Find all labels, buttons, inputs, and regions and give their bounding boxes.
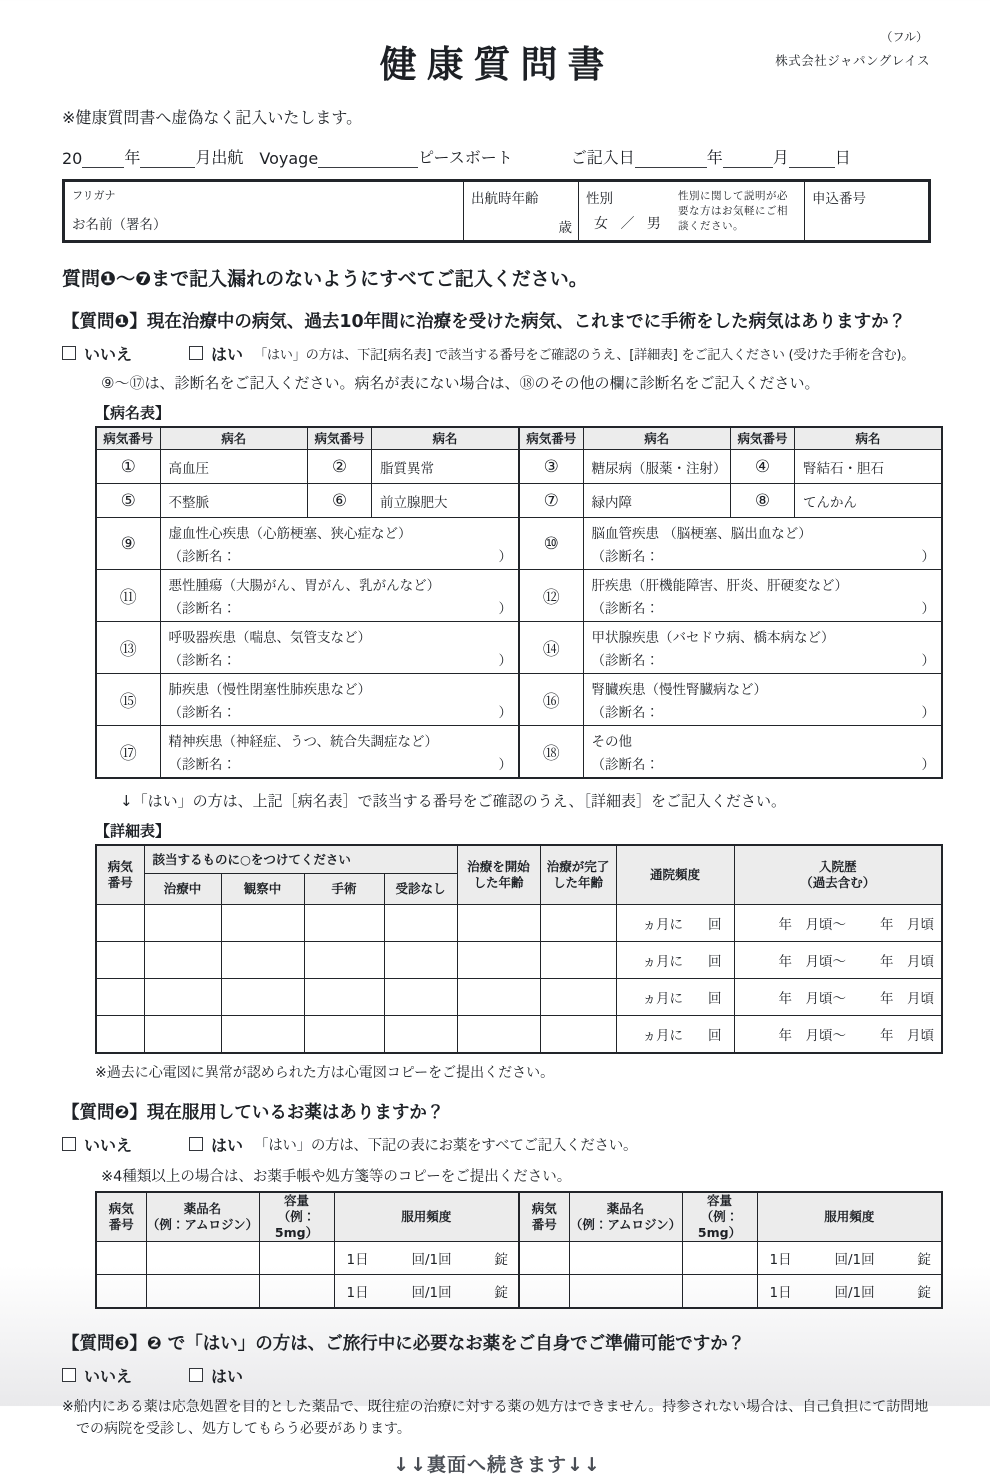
- sex-note: 性別に関して説明が必要な方はお気軽にご相談ください。: [678, 190, 788, 233]
- diagnosis-close: ）: [921, 757, 935, 774]
- q3-yes-checkbox[interactable]: [189, 1368, 203, 1382]
- med-no-cell[interactable]: [96, 1242, 146, 1275]
- col-disease-no: 病気番号: [731, 427, 795, 450]
- detail-row: [96, 942, 942, 979]
- med-frequency-cell[interactable]: 1日 回/1回 錠: [334, 1242, 519, 1275]
- diagnosis-open: （診断名：: [591, 705, 659, 722]
- detail-frequency-cell[interactable]: ヵ月に 回: [616, 942, 734, 979]
- diagnosis-open: （診断名：: [591, 653, 659, 670]
- detail-hospitalization-cell[interactable]: 年 月頃～ 年 月頃: [734, 942, 942, 979]
- q1-sub-note: ⑨〜⑰は、診断名をご記入ください。病名が表にない場合は、⑱のその他の欄に診断名をご記入ください。: [101, 373, 820, 392]
- disease-name: 高血圧: [160, 450, 308, 484]
- voyage-year-blank[interactable]: [82, 149, 124, 168]
- voyage-label: Voyage: [259, 149, 319, 168]
- application-number-cell[interactable]: [805, 181, 930, 242]
- disease-row: [96, 518, 942, 570]
- col-med-disease-no: 病気 番号: [519, 1192, 569, 1242]
- detail-surgery-cell[interactable]: [304, 1016, 384, 1053]
- detail-no-consult-cell[interactable]: [384, 942, 457, 979]
- age-label: 出航時年齢: [471, 191, 539, 207]
- col-med-disease-no: 病気 番号: [96, 1192, 146, 1242]
- medication-table: [95, 1191, 943, 1309]
- med-name-cell[interactable]: [569, 1275, 682, 1308]
- disease-table-label: 【病名表】: [95, 403, 171, 422]
- page-title: 健康質問書: [379, 43, 615, 86]
- disease-name: てんかん: [795, 484, 943, 518]
- disease-name: 腎結石・胆石: [795, 450, 943, 484]
- question2-answer-row: [62, 1133, 932, 1156]
- diagnosis-open: （診断名：: [168, 601, 236, 618]
- col-med-name: 薬品名 （例：アムロジン）: [146, 1192, 259, 1242]
- diagnosis-close: ）: [498, 653, 512, 670]
- disease-diagnosis-cell[interactable]: [160, 570, 519, 622]
- fill-year-label: 年: [706, 148, 723, 167]
- col-disease-no: 病気番号: [308, 427, 372, 450]
- detail-in-treatment-cell[interactable]: [144, 979, 221, 1016]
- detail-start-age-cell[interactable]: [457, 942, 540, 979]
- question3-answer-row: [62, 1364, 932, 1387]
- disease-row: [96, 570, 942, 622]
- detail-surgery-cell[interactable]: [304, 942, 384, 979]
- name-label: お名前（署名）: [72, 217, 167, 233]
- col-hospitalization: 入院歴 （過去含む）: [734, 845, 942, 905]
- fill-day-blank[interactable]: [789, 149, 835, 168]
- detail-frequency-cell[interactable]: ヵ月に 回: [616, 1016, 734, 1053]
- disease-name: 肺疾患（慢性閉塞性肺疾患など）: [168, 682, 371, 699]
- pledge-text: ※健康質問書へ虚偽なく記入いたします。: [62, 108, 363, 127]
- diagnosis-close: ）: [498, 705, 512, 722]
- col-disease-name: 病名: [372, 427, 520, 450]
- disease-diagnosis-cell[interactable]: [160, 622, 519, 674]
- detail-table: [95, 844, 943, 1054]
- med-name-cell[interactable]: [146, 1242, 259, 1275]
- applicant-info-table: [62, 179, 931, 243]
- disease-name: 腎臓疾患（慢性腎臓病など）: [591, 682, 767, 699]
- col-med-frequency: 服用頻度: [757, 1192, 942, 1242]
- disease-number: ⑮: [96, 674, 160, 726]
- q2-yes-note: 「はい」の方は、下記の表にお薬をすべてご記入ください。: [254, 1137, 638, 1154]
- disease-row: [96, 726, 942, 778]
- col-med-volume: 容量 （例：5mg）: [682, 1192, 757, 1242]
- detail-start-age-cell[interactable]: [457, 905, 540, 942]
- continue-on-back-note: ↓↓裏面へ続きます↓↓: [393, 1453, 601, 1476]
- name-cell[interactable]: [64, 181, 464, 242]
- disease-name: 脂質異常: [372, 450, 520, 484]
- col-disease-name: 病名: [160, 427, 308, 450]
- sex-label: 性別: [586, 191, 613, 207]
- detail-row: [96, 905, 942, 942]
- detail-no-cell[interactable]: [96, 942, 144, 979]
- fill-all-instruction: 質問❶〜❼まで記入漏れのないようにすべてご記入ください。: [62, 267, 588, 290]
- disease-number: ③: [519, 450, 583, 484]
- detail-start-age-cell[interactable]: [457, 979, 540, 1016]
- disease-number: ⑰: [96, 726, 160, 778]
- detail-frequency-cell[interactable]: ヵ月に 回: [616, 905, 734, 942]
- diagnosis-close: ）: [498, 549, 512, 566]
- company-name: 株式会社ジャパングレイス: [775, 53, 930, 68]
- col-med-volume: 容量 （例：5mg）: [259, 1192, 334, 1242]
- col-disease-no: 病気番号: [96, 427, 160, 450]
- voyage-line: [62, 145, 932, 168]
- q1-arrow-note: ↓「はい」の方は、上記［病名表］で該当する番号をご確認のうえ、［詳細表］をご記入ください。: [120, 791, 786, 810]
- sex-options[interactable]: 女 ／ 男: [594, 215, 665, 232]
- col-in-treatment: 治療中: [144, 874, 221, 905]
- detail-end-age-cell[interactable]: [540, 979, 616, 1016]
- ecg-note: ※過去に心電図に異常が認められた方は心電図コピーをご提出ください。: [95, 1064, 555, 1081]
- disease-name: 虚血性心疾患（心筋梗塞、狭心症など）: [168, 526, 412, 543]
- col-visit-frequency: 通院頻度: [616, 845, 734, 905]
- disease-number: ⑪: [96, 570, 160, 622]
- med-name-cell[interactable]: [146, 1275, 259, 1308]
- q1-yes-label: はい: [211, 344, 244, 364]
- disease-number: ⑬: [96, 622, 160, 674]
- disease-number: ⑯: [519, 674, 583, 726]
- detail-end-age-cell[interactable]: [540, 1016, 616, 1053]
- detail-observation-cell[interactable]: [221, 942, 304, 979]
- med-name-cell[interactable]: [569, 1242, 682, 1275]
- disease-number: ⑦: [519, 484, 583, 518]
- detail-no-cell[interactable]: [96, 979, 144, 1016]
- detail-observation-cell[interactable]: [221, 1016, 304, 1053]
- col-med-name: 薬品名 （例：アムロジン）: [569, 1192, 682, 1242]
- detail-in-treatment-cell[interactable]: [144, 942, 221, 979]
- diagnosis-open: （診断名：: [591, 549, 659, 566]
- detail-frequency-cell[interactable]: ヵ月に 回: [616, 979, 734, 1016]
- med-volume-cell[interactable]: [682, 1242, 757, 1275]
- disease-number: ⑩: [519, 518, 583, 570]
- corner-block: [775, 28, 930, 69]
- diagnosis-open: （診断名：: [591, 601, 659, 618]
- disease-number: ⑨: [96, 518, 160, 570]
- diagnosis-close: ）: [921, 549, 935, 566]
- disease-name: 呼吸器疾患（喘息、気管支など）: [168, 630, 371, 647]
- diagnosis-close: ）: [921, 653, 935, 670]
- q3-yes-label: はい: [211, 1366, 244, 1386]
- med-no-cell[interactable]: [519, 1242, 569, 1275]
- q3-note: ※船内にある薬は応急処置を目的とした薬品で、既往症の治療に対する薬の処方はできません。持参されない場合は、自己負担にて訪問地での病院を受診し、処方してもらう必要があります。: [62, 1398, 929, 1438]
- diagnosis-open: （診断名：: [591, 757, 659, 774]
- detail-start-age-cell[interactable]: [457, 1016, 540, 1053]
- diagnosis-open: （診断名：: [168, 653, 236, 670]
- medication-row: [96, 1275, 942, 1308]
- disease-diagnosis-cell[interactable]: [160, 674, 519, 726]
- q2-yes-checkbox[interactable]: [189, 1137, 203, 1151]
- disease-number: ⑤: [96, 484, 160, 518]
- detail-surgery-cell[interactable]: [304, 979, 384, 1016]
- fill-month-label: 月: [772, 148, 789, 167]
- sex-cell: [579, 181, 805, 242]
- col-no-consult: 受診なし: [384, 874, 457, 905]
- q3-no-label: いいえ: [84, 1366, 133, 1386]
- detail-observation-cell[interactable]: [221, 905, 304, 942]
- disease-diagnosis-cell[interactable]: [583, 622, 942, 674]
- q1-yes-note: 「はい」の方は、下記[病名表] で該当する番号をご確認のうえ、[詳細表] をご記入ください (受けた手術を含む)。: [254, 347, 915, 363]
- med-no-cell[interactable]: [96, 1275, 146, 1308]
- disease-diagnosis-cell[interactable]: [583, 518, 942, 570]
- medication-row: [96, 1242, 942, 1275]
- detail-no-consult-cell[interactable]: [384, 1016, 457, 1053]
- disease-diagnosis-cell[interactable]: [160, 518, 519, 570]
- q2-yes-label: はい: [211, 1135, 244, 1155]
- fill-year-blank[interactable]: [635, 149, 707, 168]
- diagnosis-close: ）: [921, 601, 935, 618]
- disease-name: 悪性腫瘍（大腸がん、胃がん、乳がんなど）: [168, 578, 441, 595]
- disease-diagnosis-cell[interactable]: [583, 570, 942, 622]
- detail-no-cell[interactable]: [96, 1016, 144, 1053]
- fill-month-blank[interactable]: [723, 149, 773, 168]
- q3-no-checkbox[interactable]: [62, 1368, 76, 1382]
- disease-row: [96, 450, 942, 484]
- col-circle-header: 該当するものに○をつけてください: [144, 845, 457, 874]
- diagnosis-close: ）: [498, 757, 512, 774]
- detail-no-cell[interactable]: [96, 905, 144, 942]
- med-volume-cell[interactable]: [682, 1275, 757, 1308]
- form-variant-label: （フル）: [880, 30, 928, 44]
- col-disease-no: 病気番号: [519, 427, 583, 450]
- detail-surgery-cell[interactable]: [304, 905, 384, 942]
- voyage-year-label: 年: [124, 148, 141, 167]
- disease-name: 精神疾患（神経症、うつ、統合失調症など）: [168, 734, 438, 751]
- disease-row: [96, 674, 942, 726]
- med-frequency-cell[interactable]: 1日 回/1回 錠: [757, 1275, 942, 1308]
- disease-number: ⑭: [519, 622, 583, 674]
- voyage-depart-label: 月出航: [195, 148, 244, 167]
- disease-name-table: [95, 426, 943, 779]
- detail-hospitalization-cell[interactable]: 年 月頃～ 年 月頃: [734, 905, 942, 942]
- disease-name: その他: [591, 734, 632, 751]
- fill-day-label: 日: [834, 148, 851, 167]
- disease-name: 前立腺肥大: [372, 484, 520, 518]
- disease-name: 脳血管疾患 （脳梗塞、脳出血など）: [591, 526, 812, 543]
- disease-row: [96, 622, 942, 674]
- disease-name: 糖尿病（服薬・注射）: [583, 450, 731, 484]
- furigana-label: フリガナ: [72, 189, 116, 202]
- q2-no-checkbox[interactable]: [62, 1137, 76, 1151]
- peaceboat-label: ピースボート: [418, 148, 513, 167]
- med-frequency-cell[interactable]: 1日 回/1回 錠: [757, 1242, 942, 1275]
- disease-number: ②: [308, 450, 372, 484]
- detail-end-age-cell[interactable]: [540, 905, 616, 942]
- question1-answer-row: [62, 342, 932, 365]
- age-cell[interactable]: [464, 181, 579, 242]
- q1-no-label: いいえ: [84, 344, 133, 364]
- detail-in-treatment-cell[interactable]: [144, 1016, 221, 1053]
- col-disease-name: 病名: [795, 427, 943, 450]
- fill-date-label: ご記入日: [570, 148, 635, 167]
- col-disease-name: 病名: [583, 427, 731, 450]
- disease-name: 不整脈: [160, 484, 308, 518]
- diagnosis-open: （診断名：: [168, 757, 236, 774]
- disease-number: ④: [731, 450, 795, 484]
- col-under-observation: 観察中: [221, 874, 304, 905]
- diagnosis-open: （診断名：: [168, 705, 236, 722]
- detail-row: [96, 1016, 942, 1053]
- disease-number: ⑱: [519, 726, 583, 778]
- disease-number: ⑥: [308, 484, 372, 518]
- voyage-number-blank[interactable]: [318, 149, 418, 168]
- med-no-cell[interactable]: [519, 1275, 569, 1308]
- med-volume-cell[interactable]: [259, 1275, 334, 1308]
- disease-name: 甲状腺疾患（バセドウ病、橋本病など）: [591, 630, 835, 647]
- q1-yes-checkbox[interactable]: [189, 346, 203, 360]
- question3-title: 【質問❸】❷ で「はい」の方は、ご旅行中に必要なお薬をご自身でご準備可能ですか？: [62, 1333, 746, 1354]
- disease-row: [96, 484, 942, 518]
- age-unit-label: 歳: [558, 219, 572, 236]
- col-start-age: 治療を開始 した年齢: [457, 845, 540, 905]
- q2-copy-note: ※4種類以上の場合は、お薬手帳や処方箋等のコピーをご提出ください。: [101, 1168, 572, 1185]
- col-end-age: 治療が完了 した年齢: [540, 845, 616, 905]
- disease-name: 肝疾患（肝機能障害、肝炎、肝硬変など）: [591, 578, 848, 595]
- col-surgery: 手術: [304, 874, 384, 905]
- detail-observation-cell[interactable]: [221, 979, 304, 1016]
- q1-no-checkbox[interactable]: [62, 346, 76, 360]
- voyage-month-blank[interactable]: [140, 149, 195, 168]
- disease-number: ①: [96, 450, 160, 484]
- disease-diagnosis-cell[interactable]: [160, 726, 519, 778]
- disease-name: 緑内障: [583, 484, 731, 518]
- application-number-label: 申込番号: [812, 191, 866, 207]
- disease-diagnosis-cell[interactable]: [583, 674, 942, 726]
- detail-hospitalization-cell[interactable]: 年 月頃～ 年 月頃: [734, 979, 942, 1016]
- diagnosis-close: ）: [921, 705, 935, 722]
- detail-in-treatment-cell[interactable]: [144, 905, 221, 942]
- med-volume-cell[interactable]: [259, 1242, 334, 1275]
- detail-end-age-cell[interactable]: [540, 942, 616, 979]
- col-med-frequency: 服用頻度: [334, 1192, 519, 1242]
- detail-no-consult-cell[interactable]: [384, 979, 457, 1016]
- diagnosis-open: （診断名：: [168, 549, 236, 566]
- question2-title: 【質問❷】現在服用しているお薬はありますか？: [62, 1102, 445, 1123]
- med-frequency-cell[interactable]: 1日 回/1回 錠: [334, 1275, 519, 1308]
- diagnosis-close: ）: [498, 601, 512, 618]
- disease-diagnosis-cell[interactable]: [583, 726, 942, 778]
- detail-table-label: 【詳細表】: [95, 821, 171, 840]
- disease-number: ⑫: [519, 570, 583, 622]
- detail-no-consult-cell[interactable]: [384, 905, 457, 942]
- detail-hospitalization-cell[interactable]: 年 月頃～ 年 月頃: [734, 1016, 942, 1053]
- detail-row: [96, 979, 942, 1016]
- col-detail-no: 病気 番号: [96, 845, 144, 905]
- q2-no-label: いいえ: [84, 1135, 133, 1155]
- disease-number: ⑧: [731, 484, 795, 518]
- voyage-year-prefix: 20: [62, 149, 83, 168]
- question1-title: 【質問❶】現在治療中の病気、過去10年間に治療を受けた病気、これまでに手術をした病気はありますか？: [62, 311, 907, 332]
